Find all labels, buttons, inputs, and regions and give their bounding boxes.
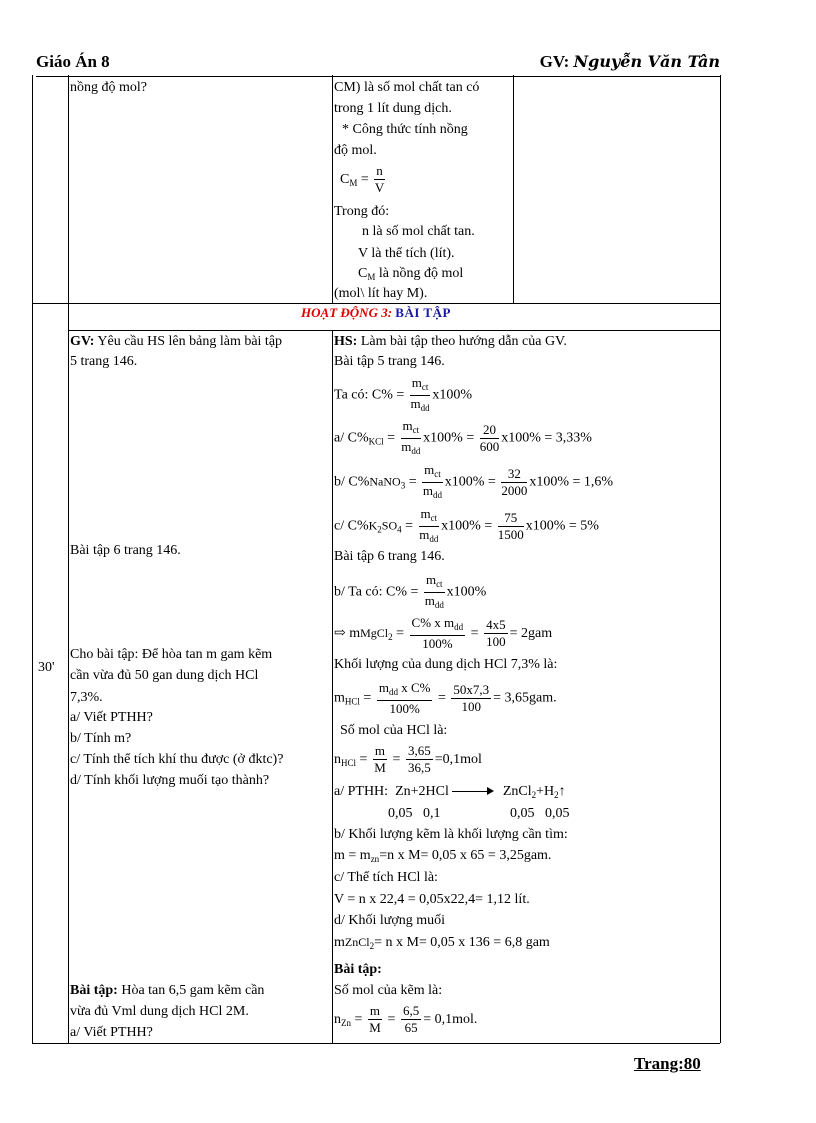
bt-line-2: vừa đủ Vml dung dịch HCl 2M. xyxy=(70,1004,249,1019)
hcl-d2: 100 xyxy=(461,699,481,714)
b-mct xyxy=(422,462,443,483)
b-mct-sub: ct xyxy=(434,469,441,479)
row-divider-2 xyxy=(68,330,720,331)
nzn-den2: 65 xyxy=(404,1020,418,1036)
mid-line-7: V là thể tích (lít). xyxy=(358,246,455,261)
mid-line-3: * Công thức tính nồng xyxy=(342,122,468,137)
cm-formula-eq: = xyxy=(360,172,369,187)
exercise-line-7: d/ Tính khối lượng muối tạo thành? xyxy=(70,773,270,788)
nzn-den: M xyxy=(369,1020,381,1036)
time-label: 30' xyxy=(38,660,55,675)
cm-symbol: C xyxy=(334,80,344,95)
hcl-num2: x C% xyxy=(397,680,431,695)
gas-up-icon: ↑ xyxy=(558,784,566,799)
c-den: 1500 xyxy=(497,527,524,542)
c-prefix: c/ C% xyxy=(334,518,369,534)
mg-num xyxy=(410,615,466,636)
b-den: 2000 xyxy=(501,483,528,498)
arrow-icon: ⇨ xyxy=(334,626,346,641)
b-frac-2 xyxy=(501,466,527,499)
b6-mdd-sub: dd xyxy=(434,600,444,610)
mg-result: = 2gam xyxy=(509,626,553,641)
a-den: 600 xyxy=(479,439,500,454)
c-frac-2 xyxy=(498,510,524,543)
nzn-sub: Zn xyxy=(341,1018,351,1028)
mg-sub2: 2 xyxy=(388,632,393,642)
n-frac-2 xyxy=(406,743,433,776)
pthh-right2-sub: 2 xyxy=(554,790,559,800)
c-mct xyxy=(419,506,440,527)
a-mdd xyxy=(401,439,422,459)
pthh-right2: +H xyxy=(536,784,555,799)
a-prefix: a/ C% xyxy=(334,430,369,446)
formula-a: a/ $C\%_{KCl}$ = $\frac{m_{ct}}{m_{dd}}$ x100% = $\frac{20}{600}$ x100% = 3,33% xyxy=(334,418,592,460)
formula-c-percent xyxy=(334,375,472,416)
border-right xyxy=(720,75,721,1043)
hs-text: Làm bài tập theo hướng dẫn của GV. xyxy=(357,334,567,349)
mg-num-text: C% x m xyxy=(411,615,455,631)
right-bt-label: Bài tập: xyxy=(334,962,382,977)
formula-b6 xyxy=(334,572,486,613)
taco-label: Ta có: C% = xyxy=(334,387,405,403)
mid-line-4: độ mol. xyxy=(334,143,377,158)
mg-lhs: m xyxy=(349,626,361,641)
b-result: x100% = 1,6% xyxy=(529,474,614,490)
a-mct xyxy=(401,418,422,439)
pthh-prefix: a/ PTHH: xyxy=(334,784,389,799)
cm-formula-lhs: C xyxy=(340,172,350,187)
mol-row-right: 0,05 0,05 xyxy=(510,806,570,821)
cm-label-sub: M xyxy=(367,272,376,282)
b6-mdd xyxy=(424,593,445,613)
zn-mass-formula xyxy=(334,846,551,869)
page-number: Trang:80 xyxy=(634,1054,701,1073)
mct-mdd-fraction xyxy=(410,375,431,416)
hcl-den: 100% xyxy=(389,701,420,716)
mg-num2: 4x5 xyxy=(486,617,506,633)
hcl-result: = 3,65gam. xyxy=(493,690,557,706)
mdd-den xyxy=(410,396,431,416)
a-mct-m: m xyxy=(402,418,413,433)
activity-title: BÀI TẬP xyxy=(395,305,451,320)
mdd-sub: dd xyxy=(420,403,430,413)
cm-desc: là nồng độ mol xyxy=(375,266,464,281)
b-num: 32 xyxy=(501,466,527,483)
mzncl-sub: ZnCl xyxy=(344,935,370,949)
lesson-title: Giáo Án 8 xyxy=(36,52,110,71)
mzncl-value: = n x M= 0,05 x 136 = 6,8 gam xyxy=(374,935,550,950)
cm-rest: M) là số mol chất tan có xyxy=(343,80,480,95)
mzncl-prefix: m xyxy=(334,935,345,950)
activity-label: HOẠT ĐỘNG 3: xyxy=(301,305,393,320)
gv-text: Yêu cầu HS lên bảng làm bài tập xyxy=(94,334,283,349)
a-frac-2 xyxy=(480,422,500,455)
reaction-arrow-icon xyxy=(452,791,492,792)
nzn-lhs: n xyxy=(334,1012,341,1027)
pthh-line xyxy=(334,782,566,805)
a-num: 20 xyxy=(480,422,500,439)
right-bt6: Bài tập 6 trang 146. xyxy=(334,549,445,564)
exercise-line-5: b/ Tính m? xyxy=(70,731,132,746)
hcl-num-sub: dd xyxy=(388,687,398,697)
top-left-text: nồng độ mol? xyxy=(70,80,147,95)
volume-heading: c/ Thể tích HCl là: xyxy=(334,870,438,885)
nzn-frac-2 xyxy=(401,1003,421,1036)
hcl-lhs: m xyxy=(334,690,345,706)
salt-mass-formula xyxy=(334,932,550,956)
b6-mct xyxy=(424,572,445,593)
bt-text: Hòa tan 6,5 gam kẽm cần xyxy=(117,983,265,998)
mol-row-left: 0,05 0,1 xyxy=(388,806,441,821)
hcl-sub: HCl xyxy=(344,696,360,707)
mct: m xyxy=(411,375,422,390)
mct-num xyxy=(410,375,431,396)
mdd: m xyxy=(410,396,421,411)
n-lhs: n xyxy=(334,752,341,767)
salt-mass-heading: d/ Khối lượng muối xyxy=(334,913,446,928)
hs-label: HS: xyxy=(334,334,358,349)
b6-mdd-m: m xyxy=(424,593,435,608)
mg-num-sub: dd xyxy=(454,622,464,633)
bt-line-1 xyxy=(70,981,264,1001)
hcl-n2: 50x7,3 xyxy=(453,682,490,697)
hcl-frac-2 xyxy=(451,682,491,715)
b-sub: NaNO xyxy=(369,474,401,489)
border-left xyxy=(32,75,33,1043)
mid-line-2: trong 1 lít dung dịch. xyxy=(334,101,452,116)
hcl-mass-heading: Khối lượng của dung dịch HCl 7,3% là: xyxy=(334,657,558,672)
exercise-line-2: cần vừa đủ 50 gan dung dịch HCl xyxy=(70,668,259,683)
a-mdd-sub: dd xyxy=(411,446,421,456)
mzn-sub: zn xyxy=(370,854,380,864)
mg-frac-1 xyxy=(410,615,466,652)
cm-fraction xyxy=(374,163,385,196)
b-frac-1 xyxy=(422,462,443,503)
mg-den: 100% xyxy=(422,636,453,652)
exercise-line-6: c/ Tính thể tích khí thu được (ở đktc)? xyxy=(70,752,284,767)
border-left-col-2 xyxy=(332,330,333,1043)
mzn-value: =n x M= 0,05 x 65 = 3,25gam. xyxy=(379,848,552,863)
c-mdd-m: m xyxy=(419,527,430,542)
c-mdd xyxy=(419,527,440,547)
pthh-left: Zn+2HCl xyxy=(395,784,449,799)
teacher-name: Nguyễn Văn Tân xyxy=(573,52,720,71)
c-sub3: SO xyxy=(381,518,398,533)
mid-line-6: n là số mol chất tan. xyxy=(362,224,475,239)
c-mdd-sub: dd xyxy=(429,534,439,544)
c-sub2: 2 xyxy=(377,524,382,535)
teacher-info xyxy=(540,52,720,72)
exercise-line-1: Cho bài tập: Để hòa tan m gam kẽm xyxy=(70,647,273,662)
n-den2: 36,5 xyxy=(407,760,431,776)
b-sub2: 3 xyxy=(400,480,406,491)
hcl-num xyxy=(377,680,433,701)
c-num: 75 xyxy=(498,510,524,527)
b6-frac xyxy=(424,572,445,613)
c-sub4: 4 xyxy=(397,524,402,535)
b6-mct-sub: ct xyxy=(436,579,443,589)
right-bt5: Bài tập 5 trang 146. xyxy=(334,354,445,369)
pthh-right-sub: 2 xyxy=(531,790,537,800)
gv-label: GV: xyxy=(70,334,95,349)
cm-formula-sub: M xyxy=(349,178,358,188)
mid-line-5: Trong đó: xyxy=(334,204,390,219)
a-mct-sub: ct xyxy=(412,425,420,435)
zn-mol-heading: Số mol của kẽm là: xyxy=(334,983,443,998)
n-result: =0,1mol xyxy=(434,752,482,767)
b6-prefix: b/ Ta có: C% = xyxy=(334,584,419,600)
border-mid-col xyxy=(513,75,514,303)
volume-formula: V = n x 22,4 = 0,05x22,4= 1,12 lít. xyxy=(334,892,530,907)
exercise-line-4: a/ Viết PTHH? xyxy=(70,710,153,725)
c-frac-1 xyxy=(419,506,440,547)
border-time-col xyxy=(68,75,69,1043)
c-mct-sub: ct xyxy=(430,513,438,523)
hcl-mol-heading: Số mol của HCl là: xyxy=(340,723,448,738)
n-num2: 3,65 xyxy=(407,743,431,759)
nzn-frac-1 xyxy=(368,1003,382,1036)
b-mdd-sub: dd xyxy=(433,490,442,500)
bt-label: Bài tập: xyxy=(70,983,118,998)
n-sub: HCl xyxy=(341,758,357,768)
n-frac-1 xyxy=(373,743,387,776)
cm-numerator: n xyxy=(376,163,383,179)
x100-label: x100% xyxy=(432,387,473,403)
b-mdd xyxy=(422,483,443,503)
b-prefix: b/ C% xyxy=(334,474,370,490)
teacher-label: GV: xyxy=(539,52,570,71)
nzn-result: = 0,1mol. xyxy=(423,1012,478,1027)
formula-hcl: $m_{HCl}$ = $\frac{m_{dd} x C\%}{100\%}$ = $\frac{50x7,3}{100}$ = 3,65gam. xyxy=(334,680,557,716)
border-bottom xyxy=(32,1043,720,1044)
mg-den2: 100 xyxy=(486,634,506,650)
b-mct-m: m xyxy=(424,462,435,477)
n-num: m xyxy=(374,743,386,759)
pthh-right: ZnCl xyxy=(502,784,532,799)
formula-mgcl2: ⇨ mMgCl$_2$ = $\frac{C\% x m_{dd}}{100\%}$ = $\frac{4x5}{100}$ = 2gam xyxy=(334,615,553,652)
cm-denominator: V xyxy=(374,180,385,196)
a-frac-1 xyxy=(401,418,422,459)
mzncl-sub2: 2 xyxy=(369,941,375,951)
b6-x100: x100% xyxy=(446,584,487,600)
c-sub: K xyxy=(368,518,378,533)
c-mct-m: m xyxy=(420,506,431,521)
page-header xyxy=(36,52,720,77)
a-subscript: KCl xyxy=(368,436,384,447)
activity-heading xyxy=(32,305,720,321)
cm-label: C xyxy=(358,266,368,281)
mg-sub: MgCl xyxy=(360,626,389,640)
b6-mct-m: m xyxy=(425,572,437,587)
mg-frac-2 xyxy=(484,617,508,650)
formula-nzn: $n_{Zn}$ = $\frac{m}{M}$ = $\frac{6,5}{65}$ = 0,1mol. xyxy=(334,1003,478,1036)
exercise-line-3: 7,3%. xyxy=(70,690,103,705)
mid-line-1 xyxy=(334,78,479,98)
nzn-num: m xyxy=(369,1003,381,1019)
hcl-frac-1 xyxy=(377,680,433,717)
mid-line-9: (mol\ lít hay M). xyxy=(334,286,428,301)
mct-sub: ct xyxy=(421,382,429,392)
formula-b: b/ C%NaNO$_3$ = $\frac{m_{ct}}{m_{dd}}$ x100% = $\frac{32}{2000}$ x100% = 1,6% xyxy=(334,462,613,504)
cm-formula xyxy=(340,163,387,200)
b-mdd-m: m xyxy=(422,483,433,498)
formula-nhcl: $n_{HCl}$ = $\frac{m}{M}$ = $\frac{3,65}{36,5}$ =0,1mol xyxy=(334,743,482,776)
a-result: x100% = 3,33% xyxy=(501,430,592,446)
gv-instruction-2: 5 trang 146. xyxy=(70,354,138,369)
n-den: M xyxy=(374,760,386,776)
left-bt6: Bài tập 6 trang 146. xyxy=(70,543,181,558)
bt-line-3: a/ Viết PTHH? xyxy=(70,1025,153,1040)
b-x100: x100% xyxy=(444,474,485,490)
formula-c: c/ $C\%K_2SO_4$ = $\frac{m_{ct}}{m_{dd}}$ x100% = $\frac{75}{1500}$ x100% = 5% xyxy=(334,506,599,548)
zn-mass-heading: b/ Khối lượng kẽm là khối lượng cần tìm: xyxy=(334,827,568,842)
hcl-num-m: m xyxy=(378,680,389,695)
nzn-num2: 6,5 xyxy=(402,1003,420,1019)
a-mdd-m: m xyxy=(401,439,412,454)
hs-instruction xyxy=(334,332,567,352)
border-left-col xyxy=(332,75,333,303)
c-result: x100% = 5% xyxy=(525,518,599,534)
mzn-prefix: m = m xyxy=(334,848,371,863)
c-x100: x100% xyxy=(441,518,481,534)
a-x100: x100% xyxy=(423,430,463,446)
gv-instruction-1 xyxy=(70,332,282,352)
